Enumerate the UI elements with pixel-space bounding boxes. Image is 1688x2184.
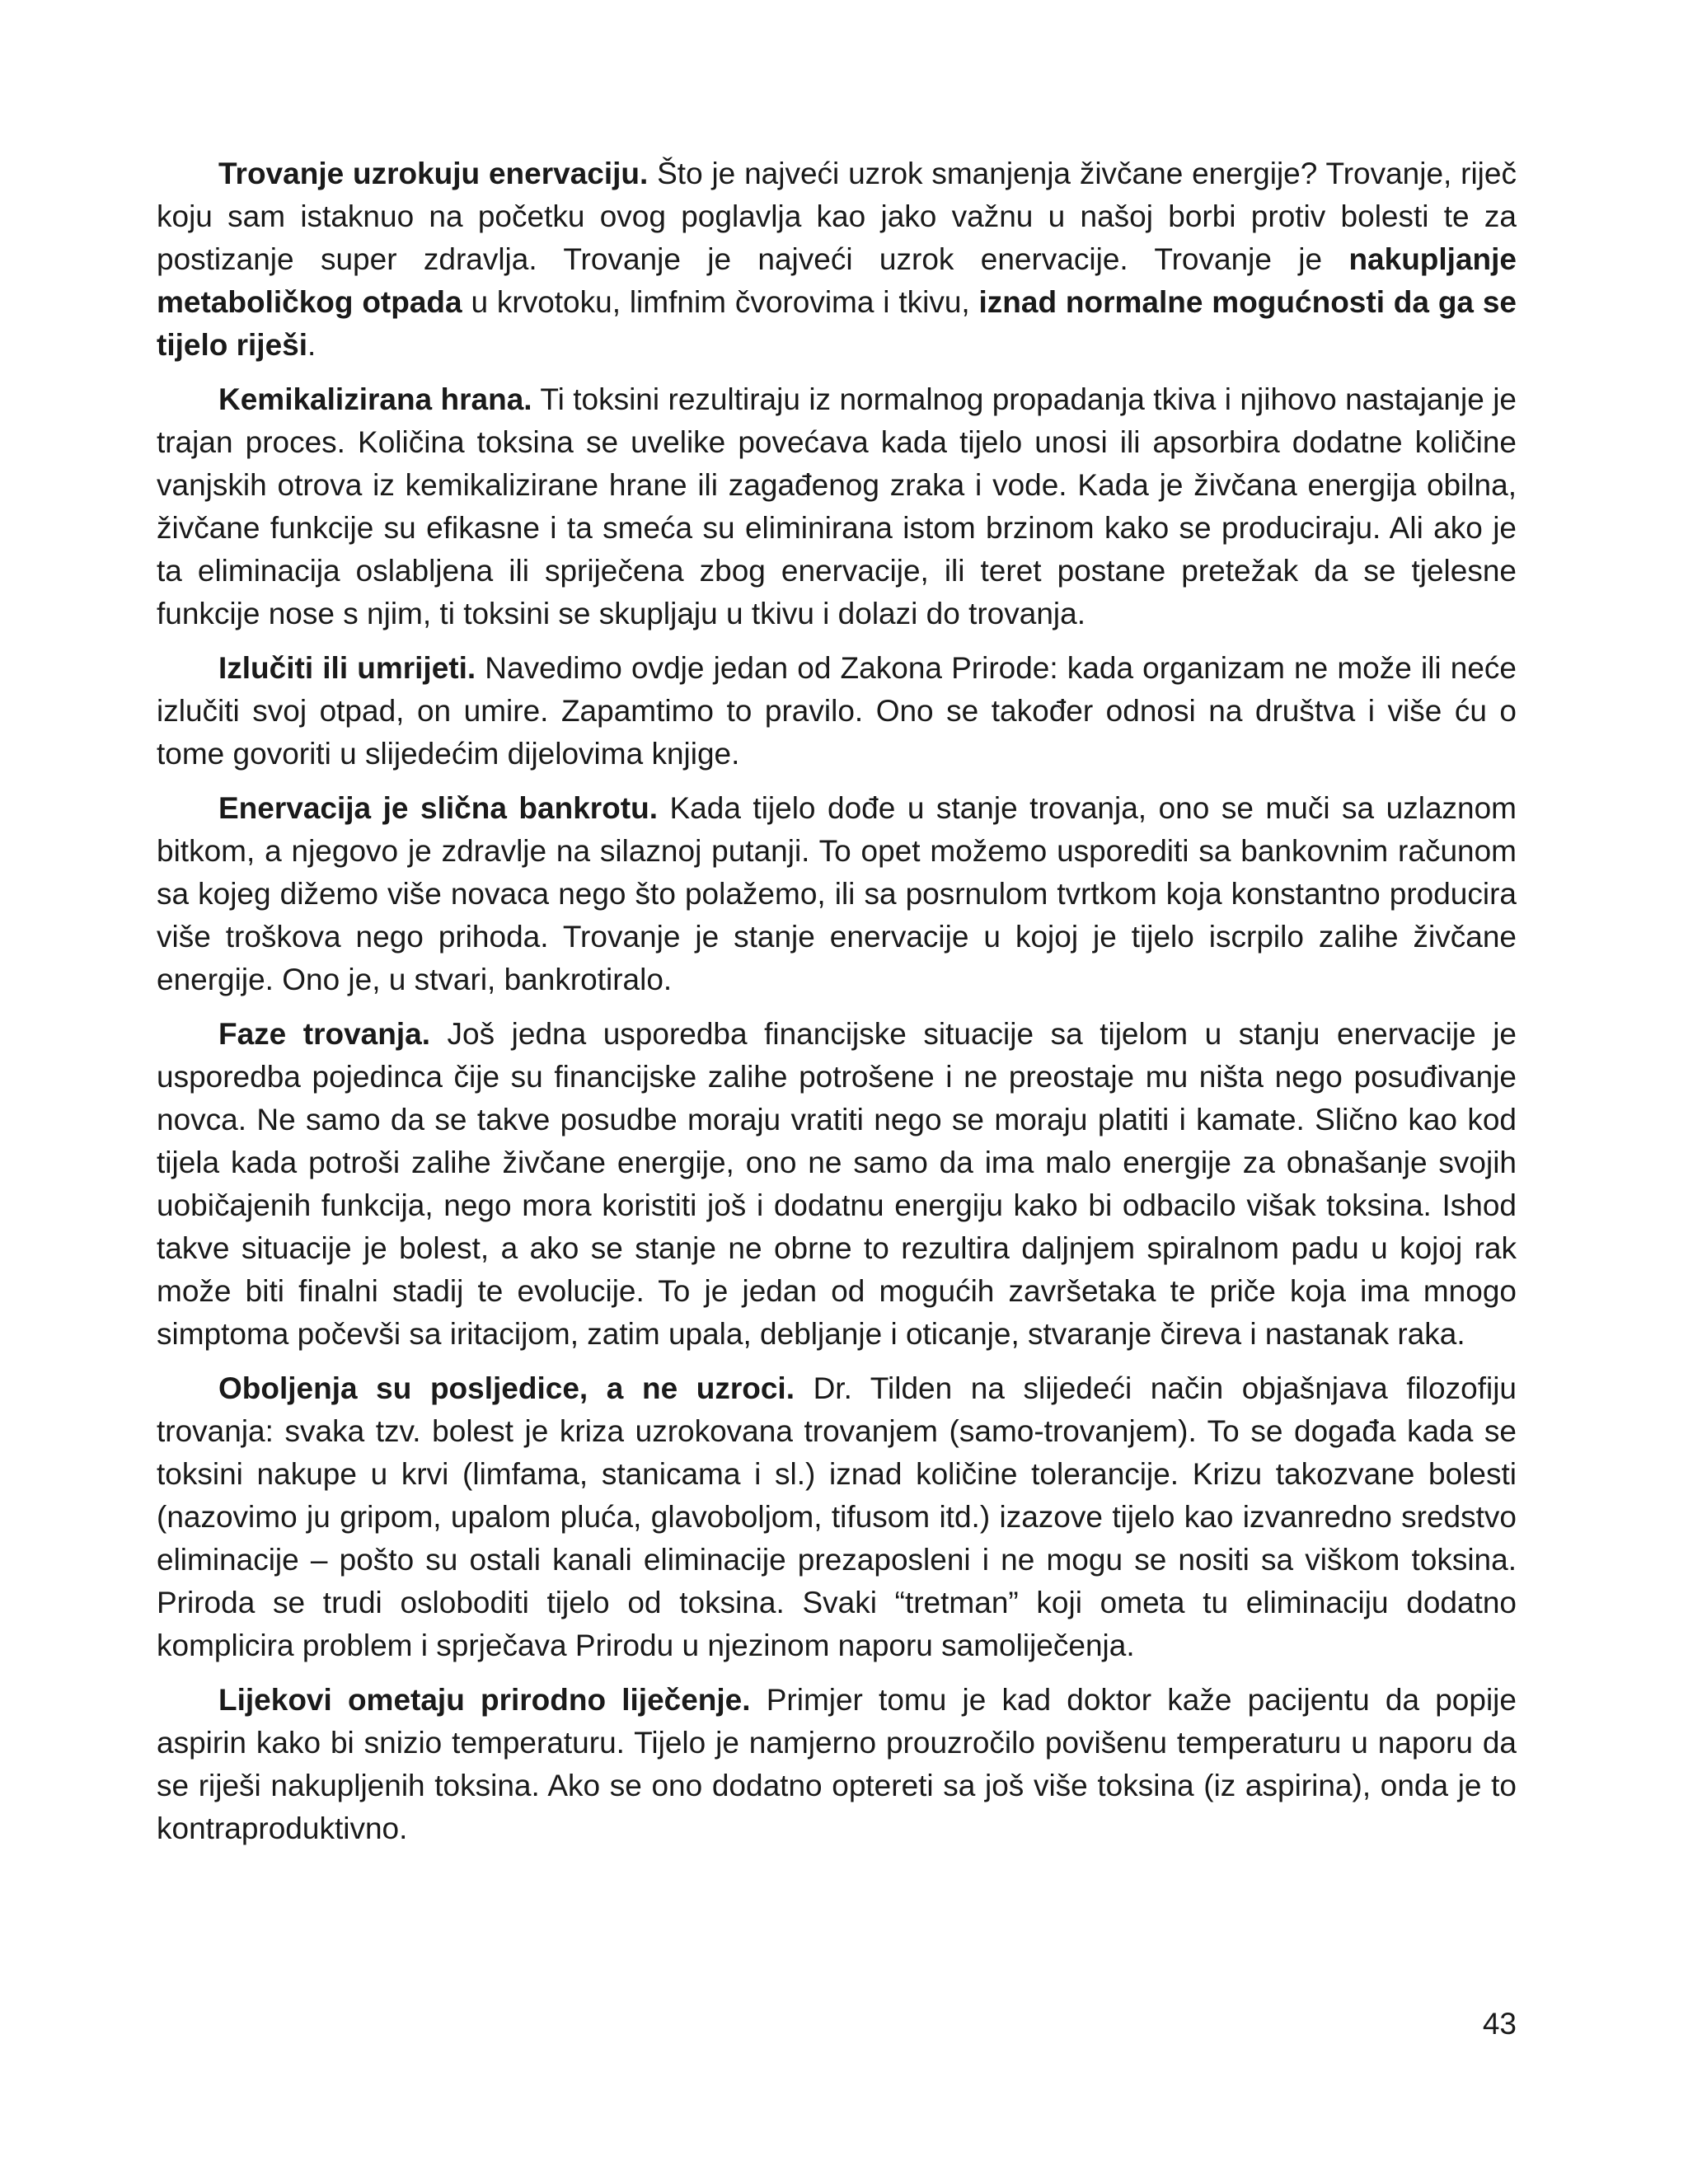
paragraph-heading: Kemikalizirana hrana. [218,382,532,416]
paragraph-faze-trovanja [157,1013,1517,1356]
page-body [157,152,1517,1862]
paragraph-text: Dr. Tilden na slijedeći način objašnjava filozofiju trovanja: svaka tzv. bolest je kriza uzrokovana trovanjem (samo-trovanjem). To se događa kada se toksini nakupe u krvi (limfama, stanicama i sl.) iznad količine tolerancije. Krizu takozvane bolesti (nazovimo ju gripom, upalom pluća, glavoboljom, tifusom itd.) izazove tijelo kao izvanredno sredstvo eliminacije – pošto su ostali kanali eliminacije prezaposleni i ne mogu se nositi sa viškom toksina. Priroda se trudi osloboditi tijelo od toksina. Svaki “tretman” koji ometa tu eliminaciju dodatno komplicira problem i sprječava Prirodu u njezinom naporu samoliječenja. [157,1371,1517,1662]
paragraph-text: u krvotoku, limfnim čvorovima i tkivu, [462,285,979,319]
paragraph-text: Navedimo ovdje jedan od Zakona Prirode: kada organizam ne može ili neće izlučiti svoj otpad, on umire. Zapamtimo to pravilo. Ono se također odnosi na društva i više ću o tome govoriti u slijedećim dijelovima knjige. [157,651,1517,771]
paragraph-heading: Enervacija je slična bankrotu. [218,791,658,825]
paragraph-heading: Trovanje uzrokuju enervaciju. [218,157,649,190]
paragraph-trovanje-uzrokuju-enervaciju [157,152,1517,367]
paragraph-izluciti-ili-umrijeti [157,647,1517,776]
paragraph-lijekovi-ometaju [157,1679,1517,1850]
paragraph-kemikalizirana-hrana [157,378,1517,635]
paragraph-oboljenja-posljedice [157,1367,1517,1667]
paragraph-enervacija-bankrot [157,787,1517,1001]
paragraph-heading: Faze trovanja. [218,1017,431,1051]
paragraph-heading: Izlučiti ili umrijeti. [218,651,476,685]
paragraph-heading: Oboljenja su posljedice, a ne uzroci. [218,1371,795,1405]
paragraph-text: Kada tijelo dođe u stanje trovanja, ono se muči sa uzlaznom bitkom, a njegovo je zdravlje na silaznoj putanji. To opet možemo usporediti sa bankovnim računom sa kojeg dižemo više novaca nego što polažemo, ili sa posrnulom tvrtkom koja konstantno producira više troškova nego prihoda. Trovanje je stanje enervacije u kojoj je tijelo iscrpilo zalihe živčane energije. Ono je, u stvari, bankrotiralo. [157,791,1517,996]
page-number: 43 [1482,2007,1517,2041]
paragraph-text: Još jedna usporedba financijske situacije sa tijelom u stanju enervacije je usporedba pojedinca čije su financijske zalihe potrošene i ne preostaje mu ništa nego posuđivanje novca. Ne samo da se takve posudbe moraju vratiti nego se moraju platiti i kamate. Slično kao kod tijela kada potroši zalihe živčane energije, ono ne samo da ima malo energije za obnašanje svojih uobičajenih funkcija, nego mora koristiti još i dodatnu energiju kako bi odbacilo višak toksina. Ishod takve situacije je bolest, a ako se stanje ne obrne to rezultira daljnjem spiralnom padu u kojoj rak može biti finalni stadij te evolucije. To je jedan od mogućih završetaka te priče koja ima mnogo simptoma počevši sa iritacijom, zatim upala, debljanje i oticanje, stvaranje čireva i nastanak raka. [157,1017,1517,1351]
paragraph-text: Ti toksini rezultiraju iz normalnog propadanja tkiva i njihovo nastajanje je trajan proces. Količina toksina se uvelike povećava kada tijelo unosi ili apsorbira dodatne količine vanjskih otrova iz kemikalizirane hrane ili zagađenog zraka i vode. Kada je živčana energija obilna, živčane funkcije su efikasne i ta smeća su eliminirana istom brzinom kako se produciraju. Ali ako je ta eliminacija oslabljena ili spriječena zbog enervacije, ili teret postane pretežak da se tjelesne funkcije nose s njim, ti toksini se skupljaju u tkivu i dolazi do trovanja. [157,382,1517,630]
paragraph-text: . [307,328,316,362]
paragraph-text: Primjer tomu je kad doktor kaže pacijentu da popije aspirin kako bi snizio temperaturu. Tijelo je namjerno prouzročilo povišenu temperaturu u naporu da se riješi nakupljenih toksina. Ako se ono dodatno optereti sa još više toksina (iz aspirina), onda je to kontraproduktivno. [157,1683,1517,1845]
paragraph-heading: Lijekovi ometaju prirodno liječenje. [218,1683,751,1717]
emphasis-text: nakupljanje metaboličkog otpada [157,242,1517,319]
paragraph-text: Što je najveći uzrok smanjenja živčane energije? Trovanje, riječ koju sam istaknuo na početku ovog poglavlja kao jako važnu u našoj borbi protiv bolesti te za postizanje super zdravlja. Trovanje je najveći uzrok enervacije. Trovanje je [157,157,1517,276]
emphasis-text: iznad normalne mogućnosti da ga se tijelo riješi [157,285,1517,362]
